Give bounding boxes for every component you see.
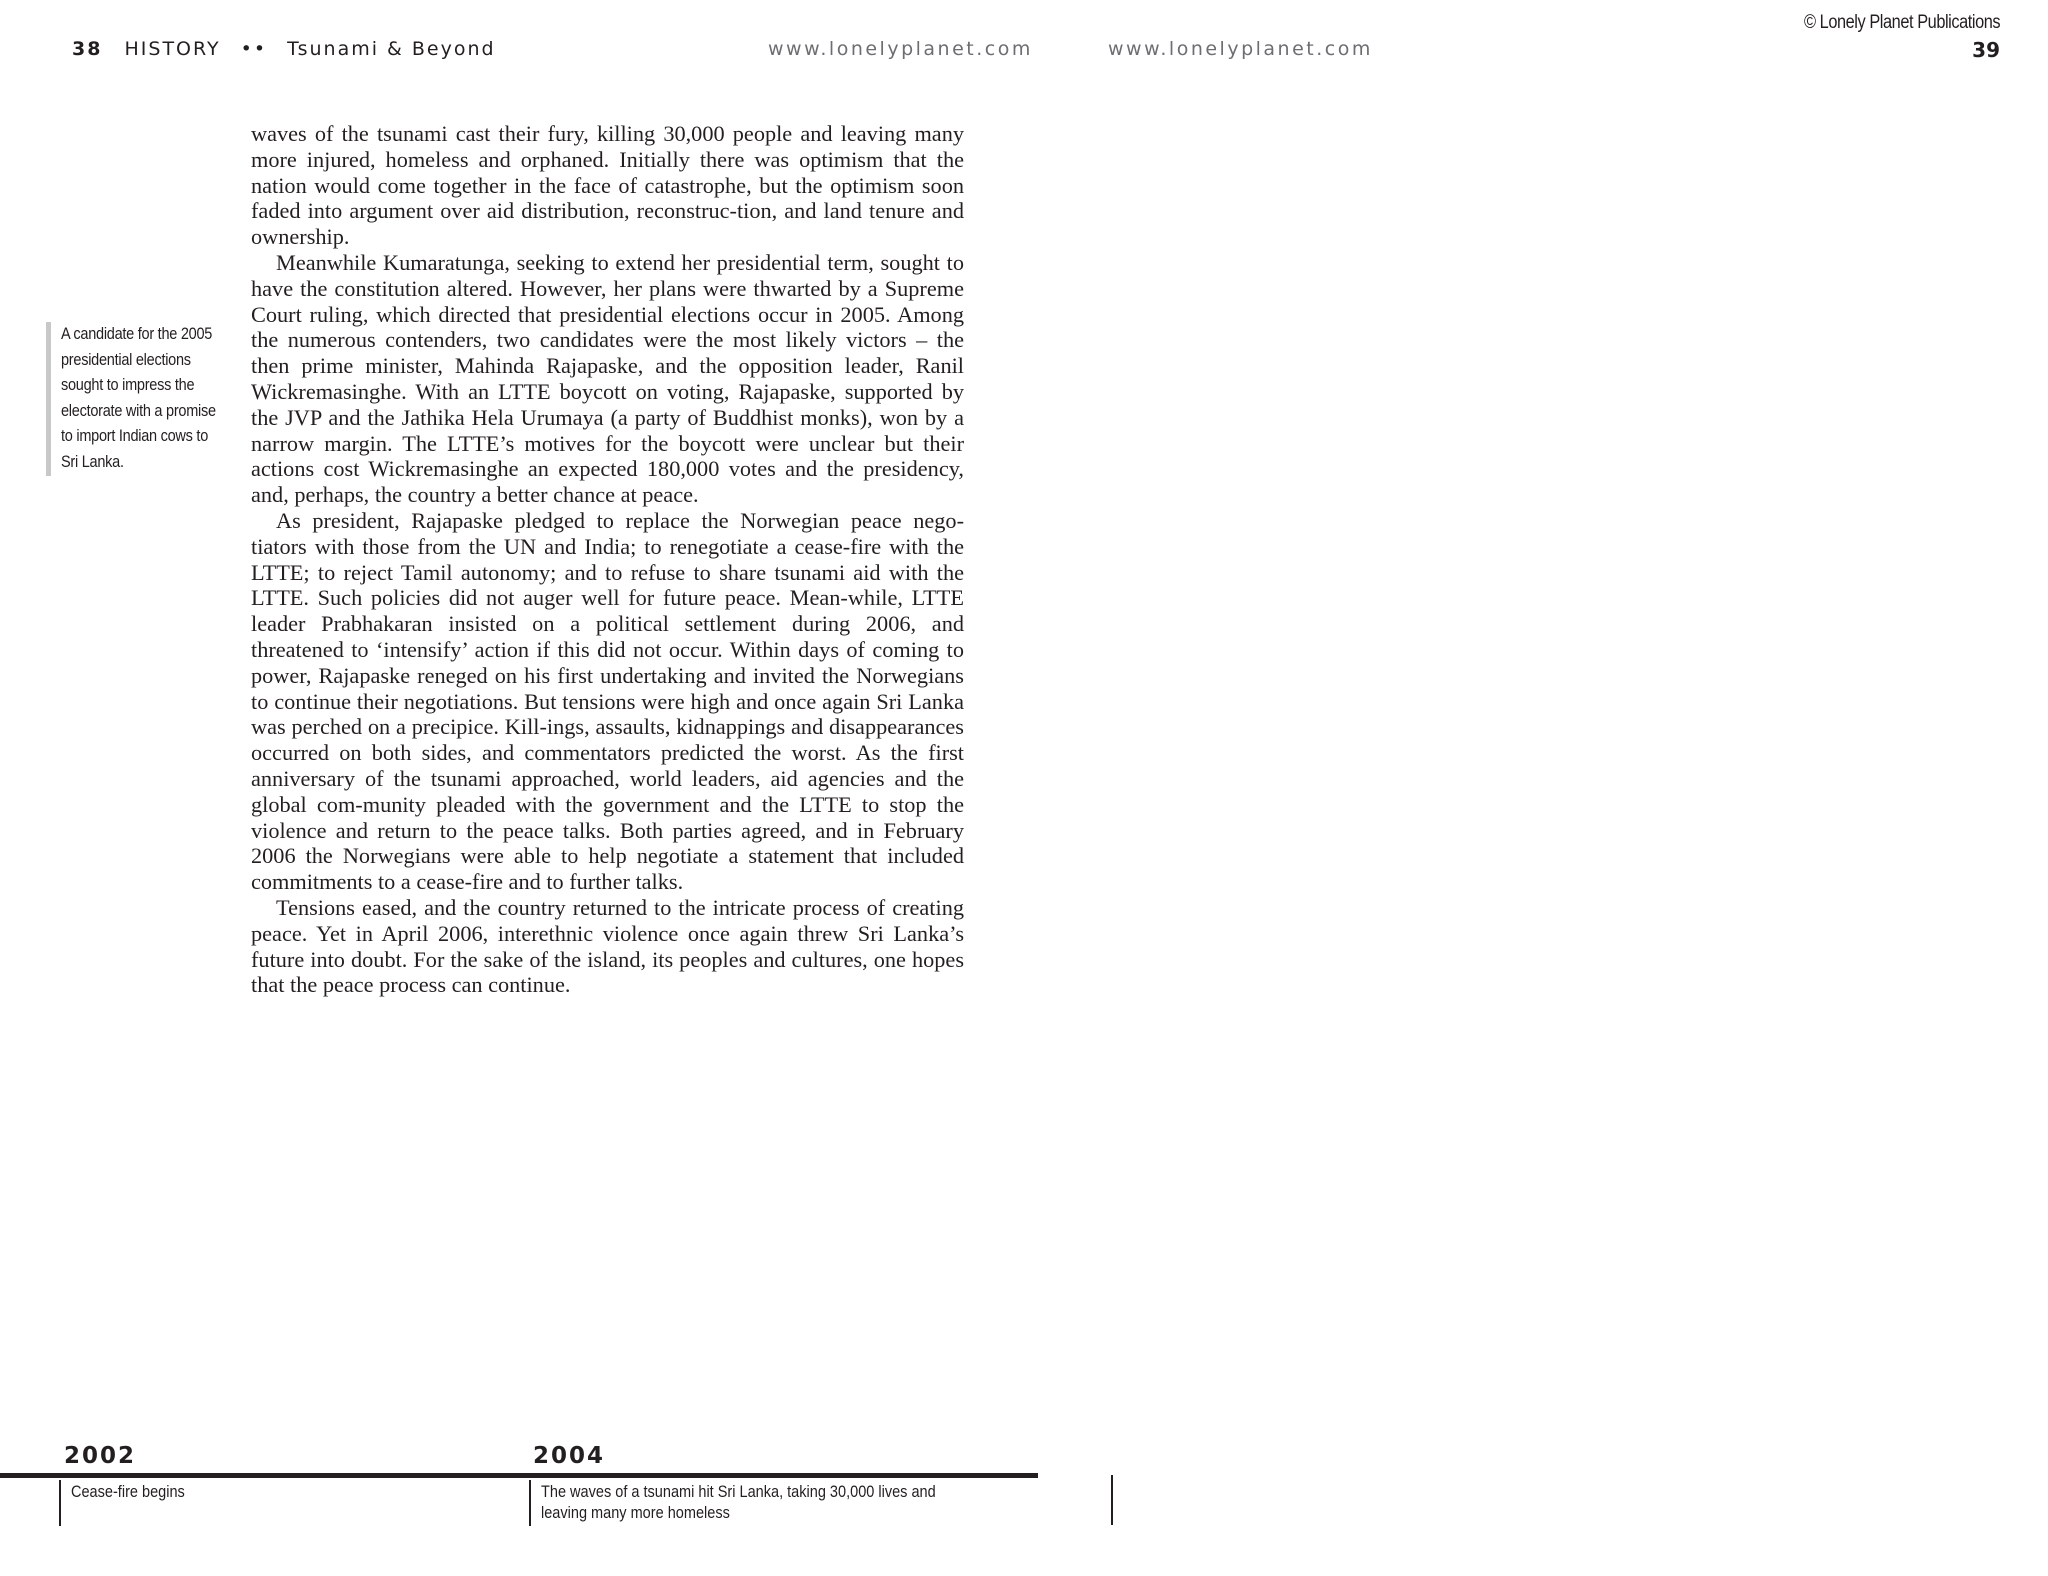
- timeline-year: 2004: [533, 1443, 606, 1469]
- margin-note-line: presidential elections: [61, 350, 191, 369]
- page-number-left: 38: [72, 38, 103, 60]
- website-url-right[interactable]: www.lonelyplanet.com: [1108, 38, 1373, 60]
- timeline-entry: [529, 1480, 961, 1526]
- margin-note-line: A candidate for the 2005: [61, 325, 213, 343]
- timeline-entry-text: Cease-fire begins: [71, 1483, 185, 1501]
- copyright-notice: © Lonely Planet Publications: [1803, 12, 2000, 33]
- margin-note-line: to import Indian cows to: [61, 427, 209, 446]
- body-paragraph: waves of the tsunami cast their fury, killing 30,000 people and leaving many more injured, homeless and orphaned. Initially there was optimism that the nation would come together in the face of catastrophe, but the optimism soon faded into argument over aid distribution, reconstruc-tion, and land tenure and ownership.: [251, 121, 964, 250]
- timeline-divider: [1111, 1475, 1113, 1525]
- website-url-left[interactable]: www.lonelyplanet.com: [768, 38, 1033, 60]
- section-name: HISTORY: [124, 38, 221, 60]
- margin-note-line: Sri Lanka.: [61, 452, 124, 471]
- body-paragraph: Tensions eased, and the country returned to the intricate process of creating peace. Yet in April 2006, interethnic violence once again threw Sri Lanka’s future into doubt. For the sake of the island, its peoples and cultures, one hopes that the peace process can continue.: [251, 894, 964, 998]
- timeline-entry: [59, 1480, 200, 1526]
- body-paragraph: Meanwhile Kumaratunga, seeking to extend her presidential term, sought to have the constitution altered. However, her plans were thwarted by a Supreme Court ruling, which directed that presidential elections occur in 2005. Among the numerous contenders, two candidates were the most likely victors – the then prime minister, Mahinda Rajapaske, and the opposition leader, Ranil Wickremasinghe. With an LTTE boycott on voting, Rajapaske, supported by the JVP and the Jathika Hela Urumaya (a party of Buddhist monks), won by a narrow margin. The LTTE’s motives for the boycott were unclear but their actions cost Wickremasinghe an expected 180,000 votes and the presidency, and, perhaps, the country a better chance at peace.: [251, 249, 964, 508]
- timeline-entry-text: The waves of a tsunami hit Sri Lanka, taking 30,000 lives and: [541, 1483, 936, 1501]
- page-number-right: 39: [1972, 38, 2000, 62]
- timeline-entry-text: leaving many more homeless: [541, 1504, 730, 1522]
- running-header-left: [72, 38, 496, 60]
- timeline-year: 2002: [64, 1443, 137, 1469]
- body-paragraph: As president, Rajapaske pledged to replace the Norwegian peace nego-tiators with those from the UN and India; to renegotiate a cease-fire with the LTTE; to reject Tamil autonomy; and to refuse to share tsunami aid with the LTTE. Such policies did not auger well for future peace. Mean-while, LTTE leader Prabhakaran insisted on a political settlement during 2006, and threatened to ‘intensify’ action if this did not occur. Within days of coming to power, Rajapaske reneged on his first undertaking and invited the Norwegians to continue their negotiations. But tensions were high and once again Sri Lanka was perched on a precipice. Kill-ings, assaults, kidnappings and disappearances occurred on both sides, and commentators predicted the worst. As the first anniversary of the tsunami approached, world leaders, aid agencies and the global com-munity pleaded with the government and the LTTE to stop the violence and return to the peace talks. Both parties agreed, and in February 2006 the Norwegians were able to help negotiate a statement that included commitments to a cease-fire and to further talks.: [251, 507, 964, 895]
- margin-note-line: sought to impress the: [61, 376, 195, 395]
- margin-note: [46, 322, 251, 476]
- margin-note-line: electorate with a promise: [61, 401, 216, 420]
- body-text: [251, 121, 964, 998]
- chapter-name: Tsunami & Beyond: [287, 38, 496, 60]
- header-separator: ••: [240, 38, 268, 60]
- timeline-bar: [0, 1473, 1038, 1478]
